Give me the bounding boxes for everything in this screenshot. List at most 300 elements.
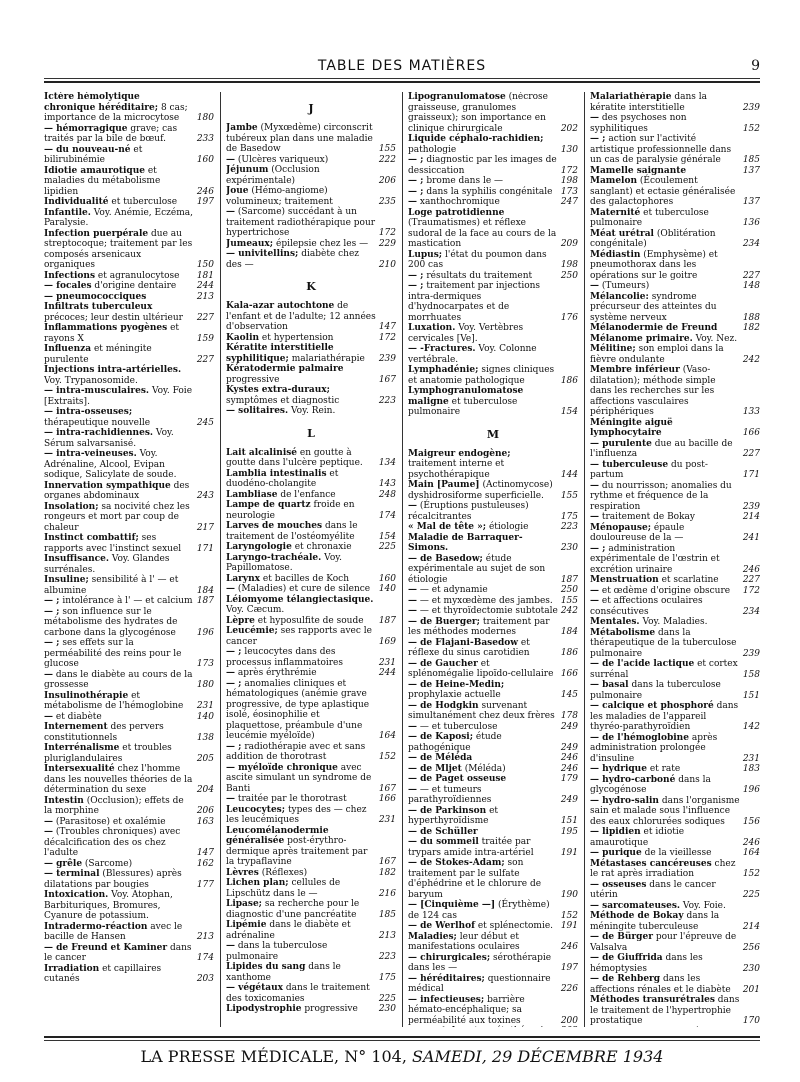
index-entry [226, 165, 396, 186]
entry-heading: Médiastin [590, 249, 641, 260]
entry-text [226, 186, 376, 207]
index-entry [44, 449, 214, 481]
entry-detail: après érythrémie [237, 668, 317, 678]
entry-detail: des organes abdominaux [44, 480, 190, 501]
index-entry [408, 974, 578, 995]
entry-heading: — [590, 585, 599, 596]
index-entry [590, 680, 760, 701]
entry-text [590, 953, 740, 974]
entry-heading: Jéjunum [226, 165, 269, 175]
index-entry [44, 386, 214, 407]
entry-text [44, 292, 194, 303]
entry-text [590, 596, 740, 617]
entry-detail: et réflexe du sinus carotidien [408, 637, 530, 658]
entry-text [226, 584, 376, 595]
entry-detail: traitement de Bokay [601, 512, 695, 522]
index-entry [44, 208, 214, 229]
entry-page-number: 223 [378, 395, 396, 406]
entry-heading: — de Kaposi; [408, 732, 474, 742]
entry-heading: — de Gaucher [408, 658, 478, 669]
entry-detail: et agranulocytose [97, 270, 180, 281]
index-entry [590, 764, 760, 775]
entry-heading: — myéloïde chronique [226, 762, 338, 773]
entry-text [590, 628, 740, 660]
entry-detail: post-érythro-dermique après traitement par la trypaflavine [226, 836, 368, 867]
entry-heading: Infantile. [44, 207, 91, 218]
index-entry [408, 753, 578, 764]
entry-detail: (Éruptions pustuleuses) récalcitrantes [408, 501, 529, 522]
entry-heading: Leucémie; [226, 626, 278, 636]
entry-heading: Mamelle saignante [590, 165, 687, 176]
entry-heading: Méthode de Bokay [590, 911, 684, 921]
entry-text [44, 428, 194, 449]
entry-heading: — [590, 512, 599, 522]
entry-heading: Leucocytes; [226, 804, 286, 815]
entry-heading: Lèvres [226, 867, 259, 878]
footer-number: N° 104, [344, 1047, 407, 1066]
entry-detail: dans les maladies de l'appareil thyréo-parathyroïdien [590, 701, 739, 732]
index-entry [590, 481, 760, 513]
entry-heading: — intra-musculaires. [44, 386, 150, 396]
index-column-1 [44, 92, 214, 1027]
index-entry [408, 659, 578, 680]
index-entry [226, 385, 396, 406]
entry-text [226, 448, 376, 469]
footer-rule [44, 1036, 760, 1038]
index-entry [226, 553, 396, 574]
entry-text [590, 796, 740, 828]
entry-detail: grave; cas traités par la bile de bœuf. [44, 123, 178, 144]
entry-detail: Voy. Atophan, Barbituriques, Bromures, Cyanure de potassium. [44, 890, 173, 921]
entry-detail: malariathérapie [291, 353, 365, 364]
entry-detail: diagnostic par les images de dessiccation [408, 155, 557, 176]
entry-text [590, 460, 740, 481]
entry-page-number: 249 [560, 742, 578, 753]
index-entry [226, 647, 396, 668]
entry-detail: (Réflexes) [261, 867, 308, 878]
footer-journal: LA PRESSE MÉDICALE, [140, 1047, 340, 1066]
entry-text [408, 271, 558, 282]
entry-heading: Ictère hémolytique chronique héréditaire; [44, 92, 159, 113]
entry-detail: Voy. Cæcum. [226, 605, 285, 615]
entry-heading: Internement [44, 722, 108, 732]
index-entry [226, 448, 396, 469]
entry-text [226, 123, 376, 155]
entry-text [408, 680, 558, 701]
entry-text [226, 364, 376, 385]
entry-page-number: 246 [196, 186, 214, 197]
entry-text [590, 1027, 740, 1028]
entry-page-number: 227 [742, 449, 760, 459]
entry-heading: — [Cinquième —] [408, 900, 496, 910]
entry-detail: pathologie [408, 144, 457, 155]
entry-detail: (Sarcome) succédant à un traitement radiothérapique pour hypertrichose [226, 207, 376, 238]
entry-text [408, 638, 558, 659]
column-divider [402, 92, 403, 1027]
entry-detail: (Blessures) après dilatations par bougies [44, 869, 182, 890]
page-number: 9 [751, 58, 760, 74]
entry-detail: dans le traitement des toxicomanies [226, 983, 370, 1004]
entry-heading: — hydro-salin [590, 795, 659, 806]
index-entry [590, 92, 760, 113]
entry-text [226, 155, 376, 166]
entry-heading: — focales [44, 281, 92, 291]
entry-detail: et capillaires cutanés [44, 963, 162, 984]
entry-detail: pour l'épreuve de Valsalva [590, 932, 737, 953]
entry-text [408, 774, 558, 785]
entry-heading: Lèpre [226, 615, 255, 626]
entry-detail: résultats du traitement [426, 270, 533, 281]
index-entry [408, 250, 578, 271]
entry-text [226, 239, 376, 250]
entry-heading: — chirurgicales; [408, 952, 491, 963]
index-entry [226, 962, 396, 983]
entry-text [590, 701, 740, 733]
entry-text [408, 606, 558, 617]
entry-text [44, 596, 194, 607]
entry-detail: administration expérimentale de l'œstrin et excrétion urinaire [590, 543, 720, 575]
entry-detail: dans le diabète et adrénaline [226, 920, 351, 941]
index-entry [44, 691, 214, 712]
index-entry [590, 134, 760, 166]
entry-heading: — de Paget osseuse [408, 774, 507, 784]
entry-text [590, 166, 740, 177]
entry-detail: Voy. Trypanosomide. [44, 375, 138, 386]
entry-text [226, 616, 376, 627]
index-entry [408, 176, 578, 187]
page-footer [44, 1036, 760, 1066]
index-entry [226, 186, 396, 207]
entry-heading: — ; [590, 134, 606, 144]
index-entry [590, 281, 760, 292]
entry-text [590, 848, 740, 859]
index-entry [590, 334, 760, 345]
entry-page-number: 217 [196, 522, 214, 533]
index-entry [590, 176, 760, 208]
entry-heading: — de Basedow; [408, 553, 483, 564]
index-entry [44, 575, 214, 596]
entry-detail: (Occlusion expérimentale) [226, 165, 320, 186]
entry-page-number: 138 [196, 732, 214, 743]
entry-page-number: 152 [378, 752, 396, 762]
entry-page-number: 171 [742, 470, 760, 480]
entry-page-number: 182 [742, 323, 760, 333]
entry-text [44, 764, 194, 796]
entry-detail: Voy. Anémie, Eczéma, Paralysie. [44, 207, 193, 228]
entry-text [44, 281, 194, 292]
entry-detail: Voy. Colonne vertébrale. [408, 344, 537, 365]
entry-detail: (Occlusion); effets de la morphine [44, 795, 184, 816]
entry-text [226, 343, 376, 364]
index-entry [408, 953, 578, 974]
entry-detail: et hyposulfite de soude [257, 615, 364, 626]
entry-detail: et cortex surrénal [590, 659, 738, 680]
column-divider [584, 92, 585, 1027]
entry-page-number: 140 [196, 711, 214, 722]
entry-text [590, 827, 740, 848]
entry-page-number: 225 [742, 890, 760, 900]
entry-page-number: 180 [196, 113, 214, 123]
index-entry [44, 481, 214, 502]
entry-page-number: 155 [378, 144, 396, 154]
entry-heading: — [408, 784, 417, 795]
index-entry [44, 796, 214, 817]
entry-text [44, 124, 194, 145]
entry-heading: Lichen plan; [226, 878, 289, 888]
entry-text [590, 764, 740, 775]
entry-detail: étude expérimentale au sujet de son étiologie [408, 553, 546, 585]
entry-page-number: 229 [378, 238, 396, 249]
entry-detail: épilepsie chez les — [276, 238, 369, 249]
index-entry [590, 523, 760, 544]
index-entry [226, 941, 396, 962]
entry-text [226, 962, 376, 983]
entry-page-number: 235 [378, 196, 396, 207]
entry-page-number: 178 [560, 711, 578, 721]
entry-text [408, 732, 558, 753]
entry-text [590, 617, 740, 628]
entry-detail: anomalies cliniques et hématologiques (anémie grave progressive, de type aplastique isolé, éosinophilie et plaquettose, préambule d'une leucémie myéloïde) [226, 678, 370, 741]
entry-page-number: 140 [378, 584, 396, 594]
entry-page-number: 160 [196, 155, 214, 165]
entry-text [590, 334, 740, 345]
index-entry [590, 733, 760, 765]
entry-page-number: 166 [378, 794, 396, 804]
entry-detail: (Hémo-angiome) volumineux; traitement [226, 186, 333, 207]
entry-text [226, 333, 376, 344]
entry-page-number: 148 [742, 281, 760, 291]
entry-page-number: 195 [560, 826, 578, 837]
entry-page-number: 164 [378, 731, 396, 741]
entry-page-number: 145 [560, 690, 578, 700]
entry-page-number: 156 [742, 816, 760, 827]
entry-detail: et rayons X [44, 323, 180, 344]
entry-text [226, 469, 376, 490]
entry-text [44, 943, 194, 964]
entry-detail: — et thyroïdectomie subtotale [419, 606, 558, 616]
entry-page-number: 142 [742, 722, 760, 732]
index-entry [408, 858, 578, 900]
index-entry [590, 796, 760, 828]
section-letter: K [306, 280, 316, 293]
entry-text [226, 826, 376, 868]
index-entry [590, 166, 760, 177]
entry-heading: — [590, 113, 599, 123]
entry-page-number: 205 [196, 753, 214, 764]
entry-page-number: 223 [378, 951, 396, 962]
entry-heading: — [408, 501, 417, 511]
index-entry [408, 449, 578, 481]
entry-page-number: 198 [560, 176, 578, 186]
entry-heading: Ménopause; [590, 522, 652, 533]
entry-heading: Lupus; [408, 249, 443, 260]
entry-text [408, 858, 558, 900]
entry-heading: Lamblia intestinalis [226, 468, 327, 479]
entry-detail: dans le traitement de l'hypertrophie prostatique [590, 995, 740, 1026]
entry-page-number: 180 [196, 680, 214, 690]
entry-detail: l'état du poumon dans 200 cas [408, 249, 547, 270]
entry-page-number: 250 [560, 270, 578, 281]
entry-heading: — purulente [590, 438, 652, 449]
index-entry [44, 428, 214, 449]
index-entry [44, 365, 214, 386]
index-entry [44, 302, 214, 323]
entry-detail: — et tuberculose [419, 721, 498, 732]
entry-text [590, 323, 740, 334]
entry-page-number: 234 [742, 606, 760, 617]
entry-heading: — [226, 154, 235, 165]
entry-detail: Voy. Rein. [291, 406, 336, 416]
entry-detail: cellules de Lipschütz dans le — [226, 878, 341, 899]
entry-page-number: 231 [378, 815, 396, 825]
entry-page-number: 230 [560, 543, 578, 553]
entry-text [44, 449, 194, 481]
entry-detail: leur début et manifestations oculaires [408, 931, 520, 952]
entry-detail: froide en neurologie [226, 500, 355, 521]
entry-heading: Main [Paume] [408, 480, 480, 490]
entry-heading: — héréditaires; [408, 973, 485, 984]
entry-text [590, 974, 740, 995]
entry-heading: Maigreur endogène; [408, 448, 511, 459]
entry-detail: (Traumatismes) et réflexe sudoral de la face au cours de la mastication [408, 218, 557, 249]
index-entry [408, 1026, 578, 1027]
entry-page-number: 213 [196, 932, 214, 942]
entry-heading: — de Mljet [408, 763, 462, 774]
index-entry [408, 344, 578, 365]
entry-text [408, 753, 558, 764]
entry-text [408, 900, 558, 921]
index-entry [590, 628, 760, 660]
entry-text [408, 480, 558, 501]
entry-detail: Voy. Glandes surrénales. [44, 554, 170, 575]
entry-page-number: 190 [560, 889, 578, 900]
index-entry [408, 701, 578, 722]
entry-page-number: 210 [378, 259, 396, 270]
entry-text [44, 691, 194, 712]
index-entry [226, 899, 396, 920]
index-entry [44, 596, 214, 607]
entry-text [408, 208, 558, 250]
entry-page-number: 169 [378, 636, 396, 647]
entry-heading: Kératodermie palmaire [226, 364, 344, 374]
index-entry [226, 595, 396, 616]
index-entry [590, 586, 760, 597]
footer-text [44, 1047, 760, 1066]
entry-text [44, 92, 194, 124]
entry-page-number: 231 [196, 701, 214, 711]
entry-text [226, 542, 376, 553]
entry-text [408, 932, 558, 953]
entry-heading: — [44, 669, 53, 680]
entry-text [226, 983, 376, 1004]
entry-text [408, 155, 558, 176]
index-entry [408, 323, 578, 344]
index-entry [590, 880, 760, 901]
entry-page-number: 239 [378, 353, 396, 364]
entry-detail: prophylaxie actuelle [408, 690, 501, 700]
entry-heading: — [226, 941, 235, 951]
entry-detail: (Actinomycose) dyshidrosiforme superficielle. [408, 480, 553, 501]
entry-page-number: 204 [196, 785, 214, 795]
entry-page-number: 241 [742, 533, 760, 543]
index-entry [590, 827, 760, 848]
entry-page-number: 187 [560, 574, 578, 585]
entry-page-number: 230 [742, 963, 760, 974]
entry-heading: — ; [408, 281, 424, 291]
entry-detail: des pervers constitutionnels [44, 722, 164, 743]
entry-text [590, 250, 740, 282]
entry-heading: Irradiation [44, 963, 100, 974]
entry-heading: Lymphadénie; [408, 365, 479, 375]
entry-heading: — lipidien [590, 827, 641, 837]
entry-page-number: 175 [378, 972, 396, 983]
index-entry [44, 670, 214, 691]
entry-text [44, 607, 194, 639]
entry-text [408, 281, 558, 323]
entry-heading: — -Fractures. [408, 344, 476, 354]
index-entry [226, 826, 396, 868]
entry-page-number: 137 [742, 165, 760, 176]
entry-heading: — ; [408, 176, 424, 186]
index-entry [226, 574, 396, 585]
entry-page-number: 182 [378, 867, 396, 878]
entry-detail: et méningite purulente [44, 344, 152, 365]
entry-text [226, 595, 376, 616]
index-entry [408, 197, 578, 208]
entry-text [590, 92, 740, 113]
index-entry [44, 344, 214, 365]
entry-detail: barrière hémato-encéphalique; sa perméabilité aux toxines [408, 994, 525, 1026]
entry-detail: épaule douloureuse de la — [590, 522, 685, 543]
index-entry [226, 679, 396, 742]
index-entry [226, 333, 396, 344]
entry-heading: — terminal [44, 869, 100, 879]
entry-detail: dans la tuberculose pulmonaire [226, 941, 328, 962]
entry-text [44, 922, 194, 943]
entry-detail: des psychoses non syphilitiques [590, 113, 687, 134]
entry-detail: dans le cancer [44, 942, 192, 963]
entry-text [44, 145, 194, 166]
entry-text [226, 920, 376, 941]
entry-page-number: 187 [196, 596, 214, 606]
index-entry [44, 554, 214, 575]
entry-page-number: 171 [196, 543, 214, 554]
entry-heading: Individualité [44, 197, 109, 207]
index-entry [226, 920, 396, 941]
entry-heading: Laryngologie [226, 542, 292, 552]
entry-text [408, 386, 558, 418]
entry-text [44, 638, 194, 670]
entry-text [226, 679, 376, 742]
entry-detail: et idiotie amaurotique [590, 827, 685, 848]
entry-page-number: 246 [560, 942, 578, 952]
index-entry [408, 680, 578, 701]
entry-heading: Interrénalisme [44, 743, 120, 753]
entry-heading: — de Méléda [408, 753, 473, 763]
entry-text [408, 827, 558, 838]
entry-detail: (Parasitose) et oxalémie [55, 816, 166, 827]
entry-heading: — [226, 207, 235, 217]
entry-heading: Kystes extra-duraux; [226, 385, 330, 395]
index-entry [408, 638, 578, 659]
index-entry [590, 911, 760, 932]
entry-heading: — [590, 480, 599, 491]
entry-detail: chez le rat après irradiation [590, 858, 736, 879]
entry-heading: — [226, 668, 235, 678]
entry-detail: action sur l'activité artistique professionnelle dans un cas de paralysie générale [590, 134, 732, 165]
entry-heading: — végétaux [226, 983, 284, 993]
entry-detail: sérothérapie dans les — [408, 952, 552, 973]
